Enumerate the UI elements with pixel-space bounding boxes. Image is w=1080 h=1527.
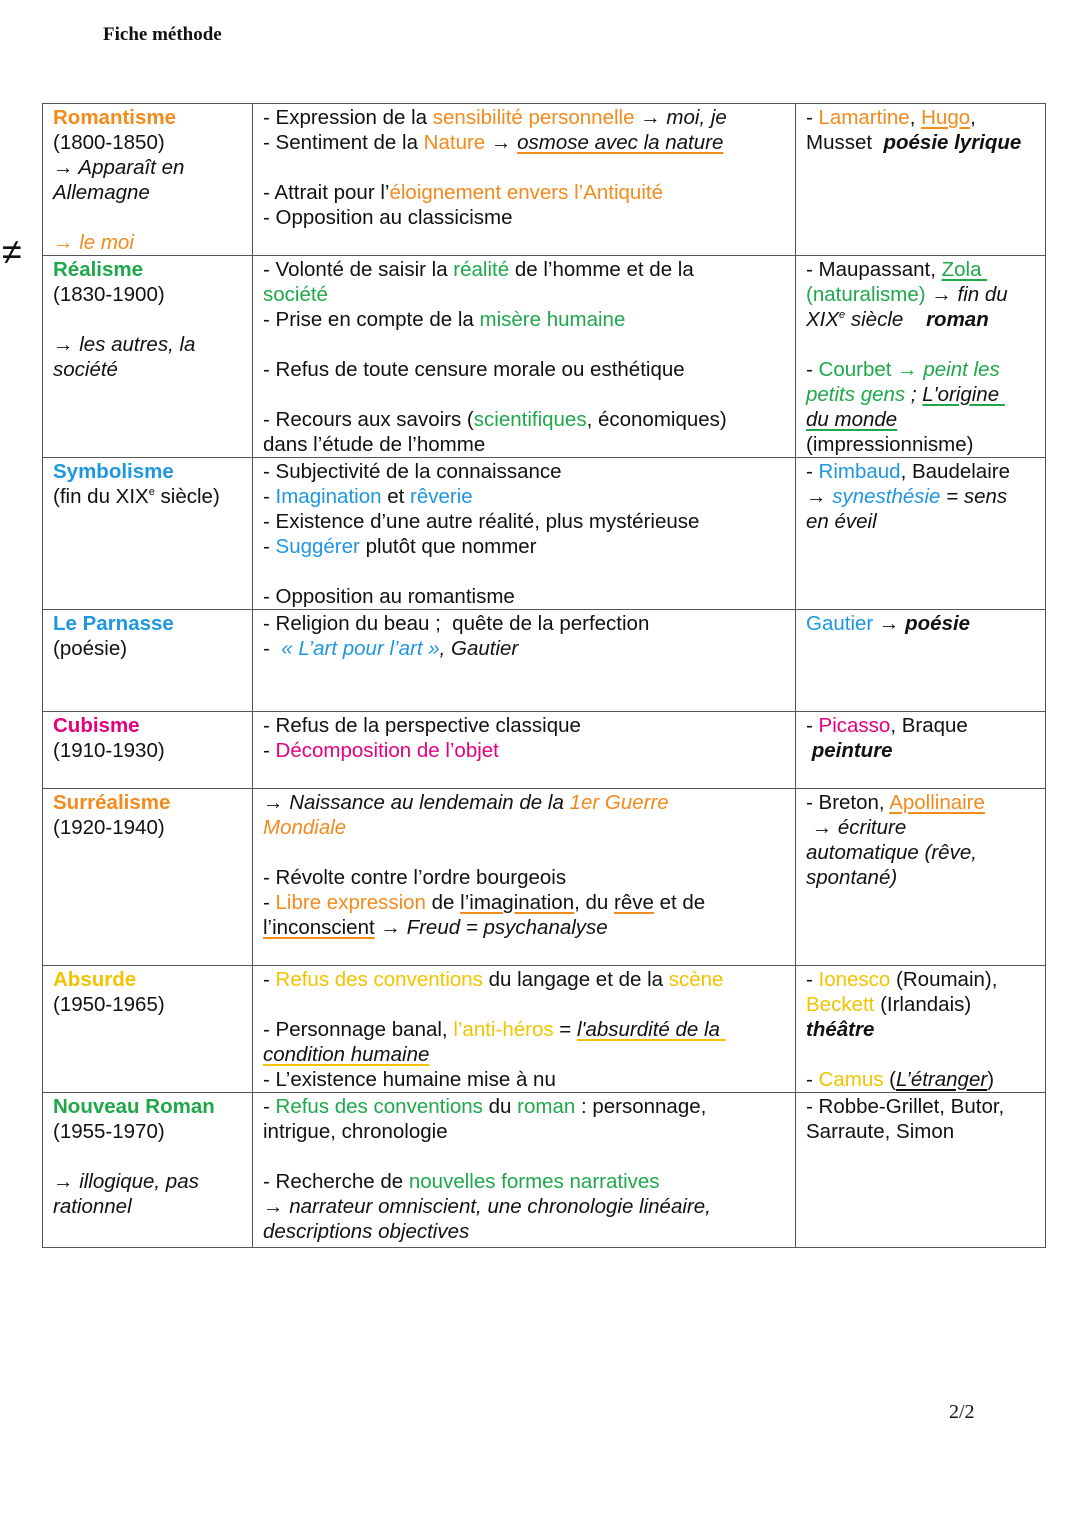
text-segment: osmose avec la nature [517,131,724,154]
text-line [53,257,242,282]
text-segment: poésie lyrique [883,131,1022,154]
text-line [53,1144,242,1169]
authors-cell [796,789,1046,966]
text-segment: moi, je [666,106,727,129]
text-segment: - L’existence humaine mise à nu [263,1068,556,1091]
text-segment: - Existence d’une autre réalité, plus mystérieuse [263,510,700,533]
text-segment: poésie [905,612,971,635]
text-segment: - [263,485,276,508]
text-line [806,307,1035,332]
text-line [263,1144,785,1169]
text-line [263,1169,785,1194]
text-segment: - [806,714,819,737]
text-line [263,432,785,457]
text-segment: scientifiques [473,408,587,431]
text-line [263,1094,785,1119]
text-line [53,155,242,180]
text-line [53,1194,242,1219]
text-line [806,967,1035,992]
text-segment: Allemagne [53,181,150,204]
text-segment: 1er Guerre [569,791,669,814]
text-line [263,1067,785,1092]
text-segment: Rimbaud [818,460,901,483]
text-segment: (impressionnisme) [806,433,974,456]
characteristics-cell [253,966,796,1093]
movement-cell [43,789,253,966]
text-line [263,790,785,815]
text-line [53,992,242,1017]
movement-cell [43,256,253,458]
text-line [53,332,242,357]
text-line [806,282,1035,307]
text-segment: → les autres, la [53,333,196,356]
text-line [53,282,242,307]
table-row [43,458,1046,610]
text-line [263,992,785,1017]
text-line [263,130,785,155]
text-line [263,205,785,230]
text-line [263,257,785,282]
text-segment: Picasso [818,714,891,737]
text-line [806,509,1035,534]
text-segment: - Prise en compte de la [263,308,480,331]
text-line [53,180,242,205]
text-line [806,484,1035,509]
text-line [263,1017,785,1042]
text-segment: Sarraute, Simon [806,1120,955,1143]
text-segment: petits gens [806,383,906,406]
table-row [43,104,1046,256]
text-segment: - Opposition au classicisme [263,206,513,229]
text-segment: , [909,106,922,129]
text-segment: - Expression de la [263,106,433,129]
text-segment: → [925,283,958,306]
text-line [263,584,785,609]
text-segment: L'origine [922,383,1005,406]
text-line [53,484,242,509]
text-segment: Musset [806,131,884,154]
text-segment: réalité [453,258,510,281]
text-segment: , Braque [890,714,968,737]
text-segment: nouvelles formes narratives [408,1170,660,1193]
text-segment: (1920-1940) [53,816,165,839]
movement-name: Romantisme [53,106,177,129]
text-segment: rêve [614,891,654,914]
text-segment: du monde [806,408,898,431]
text-line [806,1119,1035,1144]
text-line [53,357,242,382]
authors-cell [796,712,1046,789]
text-line [806,459,1035,484]
text-segment: misère humaine [479,308,626,331]
text-segment: Camus [818,1068,884,1091]
text-line [53,1094,242,1119]
text-segment: et [381,485,411,508]
text-segment: (Roumain), [890,968,998,991]
text-segment: roman [517,1095,576,1118]
text-line [806,130,1035,155]
text-line [263,282,785,307]
text-segment: - [263,968,276,991]
text-segment: - Personnage banal, [263,1018,454,1041]
text-line [263,840,785,865]
text-segment: e [148,486,155,499]
text-segment: - [263,1095,276,1118]
text-segment: société [263,283,328,306]
text-segment: → [806,485,833,508]
text-segment: → écriture [806,816,907,839]
text-segment: - Recherche de [263,1170,409,1193]
text-segment: , du [574,891,614,914]
text-segment: du langage et de la [482,968,669,991]
text-line [53,1119,242,1144]
text-line [806,382,1035,407]
text-segment: → Apparaît en [53,156,185,179]
text-line [806,332,1035,357]
movement-cell [43,104,253,256]
text-segment: condition humaine [263,1043,430,1066]
text-line [53,713,242,738]
text-line [263,713,785,738]
text-segment: Zola [941,258,988,281]
text-line [53,790,242,815]
text-segment: → [634,106,667,129]
text-segment: - [806,358,819,381]
text-line [263,1119,785,1144]
text-segment: (naturalisme) [806,283,926,306]
text-line [263,1219,785,1244]
text-segment: → narrateur omniscient, une chronologie linéaire, [263,1195,711,1218]
text-segment: Courbet → [818,358,924,381]
text-segment: (1910-1930) [53,739,165,762]
text-line [53,230,242,255]
text-segment: - Révolte contre l’ordre bourgeois [263,866,567,889]
characteristics-cell [253,610,796,712]
text-segment: → Naissance au lendemain de la [263,791,570,814]
characteristics-cell [253,104,796,256]
movement-name: Le Parnasse [53,612,174,635]
text-segment: peinture [811,739,893,762]
text-segment: Freud = psychanalyse [406,916,608,939]
text-line [263,738,785,763]
text-segment: automatique (rêve, [806,841,977,864]
text-segment: Refus des conventions [275,1095,483,1118]
table-row [43,789,1046,966]
text-segment: descriptions objectives [263,1220,470,1243]
movement-name: Surréalisme [53,791,171,814]
text-segment: → [485,131,518,154]
text-segment: (1955-1970) [53,1120,165,1143]
characteristics-cell [253,789,796,966]
text-line [263,611,785,636]
text-segment: fin du [957,283,1008,306]
text-line [806,407,1035,432]
authors-cell [796,1093,1046,1248]
text-line [263,890,785,915]
text-segment: Apollinaire [889,791,985,814]
text-segment: Suggérer [275,535,360,558]
text-segment: - [806,460,819,483]
text-line [53,1169,242,1194]
movement-name: Nouveau Roman [53,1095,215,1118]
text-line [263,332,785,357]
text-segment: - [806,106,819,129]
text-line [53,815,242,840]
authors-cell [796,610,1046,712]
characteristics-cell [253,458,796,610]
text-segment: - Robbe-Grillet, Butor, [806,1095,1005,1118]
text-segment: Hugo [921,106,971,129]
text-segment: (Irlandais) [874,993,972,1016]
movement-cell [43,1093,253,1248]
text-line [263,636,785,661]
text-segment: plutôt que nommer [359,535,537,558]
text-line [263,307,785,332]
table-row [43,712,1046,789]
text-segment: Décomposition de l’objet [275,739,499,762]
text-segment: roman [926,308,989,331]
text-segment: - Subjectivité de la connaissance [263,460,562,483]
text-line [806,738,1035,763]
text-segment: - [263,535,276,558]
text-segment: rationnel [53,1195,132,1218]
text-segment: , économiques) [586,408,727,431]
literary-movements-table [42,103,1046,1248]
text-line [806,1042,1035,1067]
text-segment: - [806,968,819,991]
text-segment: → le moi [53,231,134,254]
text-segment: siècle [845,308,927,331]
text-segment: scène [668,968,724,991]
text-line [263,967,785,992]
text-segment: peint les [923,358,1000,381]
text-segment: , Baudelaire [900,460,1010,483]
text-line [806,840,1035,865]
text-line [263,865,785,890]
text-line [263,105,785,130]
text-segment: l'absurdité de la [576,1018,726,1041]
text-segment: (1800-1850) [53,131,165,154]
text-line [53,105,242,130]
table-row [43,966,1046,1093]
text-line [263,357,785,382]
authors-cell [796,458,1046,610]
text-line [263,407,785,432]
text-segment: → [374,916,407,939]
text-segment: - Refus de toute censure morale ou esthétique [263,358,685,381]
text-segment: - Opposition au romantisme [263,585,515,608]
text-segment: l’inconscient [263,916,375,939]
movement-cell [43,712,253,789]
text-segment: = [553,1018,577,1041]
text-segment: Ionesco [818,968,891,991]
text-segment: L’étranger [896,1068,988,1091]
text-segment: Mondiale [263,816,347,839]
text-line [806,1067,1035,1092]
text-line [806,105,1035,130]
text-line [53,130,242,155]
text-segment: ) [987,1068,995,1091]
authors-cell [796,104,1046,256]
text-segment: (fin du XIX [53,485,149,508]
characteristics-cell [253,1093,796,1248]
text-line [263,155,785,180]
text-segment: - Sentiment de la [263,131,424,154]
page-title: Fiche méthode [103,24,222,45]
text-segment: , Gautier [439,637,519,660]
text-segment: - Attrait pour l’ [263,181,390,204]
text-line [263,534,785,559]
text-line [53,205,242,230]
text-segment: : personnage, [575,1095,707,1118]
text-segment: ( [883,1068,896,1091]
text-segment: Beckett [806,993,875,1016]
text-line [263,1042,785,1067]
text-line [53,611,242,636]
text-line [263,815,785,840]
text-segment: Nature [423,131,486,154]
text-segment: du [482,1095,518,1118]
text-line [53,636,242,661]
text-segment: - [263,891,276,914]
text-line [806,992,1035,1017]
text-segment: - Breton, [806,791,890,814]
text-line [263,559,785,584]
text-segment: l’imagination [460,891,575,914]
text-segment: intrigue, chronologie [263,1120,448,1143]
text-segment: de [425,891,461,914]
text-line [263,180,785,205]
text-segment: (1830-1900) [53,283,165,306]
movement-cell [43,610,253,712]
characteristics-cell [253,712,796,789]
authors-cell [796,966,1046,1093]
text-segment: l’anti-héros [453,1018,554,1041]
text-line [53,307,242,332]
text-segment: en éveil [806,510,877,533]
text-segment: - [263,637,282,660]
text-segment: dans l’étude de l’homme [263,433,486,456]
text-segment: (1950-1965) [53,993,165,1016]
authors-cell [796,256,1046,458]
text-line [263,1194,785,1219]
text-segment: siècle) [154,485,220,508]
text-segment: - [263,739,276,762]
text-segment: spontané) [806,866,898,889]
text-line [53,738,242,763]
text-segment: « L’art pour l’art » [281,637,440,660]
text-segment: - [806,1068,819,1091]
text-segment: Imagination [275,485,382,508]
movement-name: Symbolisme [53,460,174,483]
text-segment: synesthésie [832,485,941,508]
text-segment: - Recours aux savoirs ( [263,408,474,431]
characteristics-cell [253,256,796,458]
text-line [806,1017,1035,1042]
text-line [806,1094,1035,1119]
table-row [43,1093,1046,1248]
text-segment: sensibilité personnelle [432,106,635,129]
text-segment: → illogique, pas [53,1170,199,1193]
text-line [806,257,1035,282]
table-row [43,610,1046,712]
text-segment: ; [905,383,923,406]
text-segment: - Volonté de saisir la [263,258,454,281]
text-segment: XIX [806,308,840,331]
text-line [263,915,785,940]
text-segment: de l’homme et de la [509,258,694,281]
text-segment: Libre expression [275,891,426,914]
page-number: 2/2 [949,1401,975,1423]
text-segment: - Maupassant, [806,258,942,281]
text-segment: → [873,612,906,635]
movement-name: Absurde [53,968,137,991]
text-segment: société [53,358,118,381]
table-row [43,256,1046,458]
text-segment: et de [653,891,706,914]
text-line [806,865,1035,890]
text-segment: Refus des conventions [275,968,483,991]
movement-name: Cubisme [53,714,140,737]
movement-cell [43,966,253,1093]
text-segment: = sens [940,485,1008,508]
text-segment: - Religion du beau ; quête de la perfection [263,612,650,635]
text-line [263,459,785,484]
not-equal-symbol: ≠ [2,231,22,272]
text-line [806,790,1035,815]
text-line [806,815,1035,840]
text-line [53,967,242,992]
text-line [263,484,785,509]
text-line [806,432,1035,457]
text-segment: Gautier [806,612,874,635]
movement-cell [43,458,253,610]
text-line [53,459,242,484]
text-segment: théâtre [806,1018,875,1041]
text-line [263,382,785,407]
text-line [806,713,1035,738]
movement-name: Réalisme [53,258,144,281]
text-segment: , [970,106,976,129]
text-segment: (poésie) [53,637,128,660]
text-segment: e [839,309,846,322]
text-segment: rêverie [410,485,473,508]
text-line [806,357,1035,382]
text-line [263,509,785,534]
text-segment: éloignement envers l’Antiquité [389,181,663,204]
text-segment: Lamartine [818,106,910,129]
text-segment: - Refus de la perspective classique [263,714,581,737]
text-line [806,611,1035,636]
